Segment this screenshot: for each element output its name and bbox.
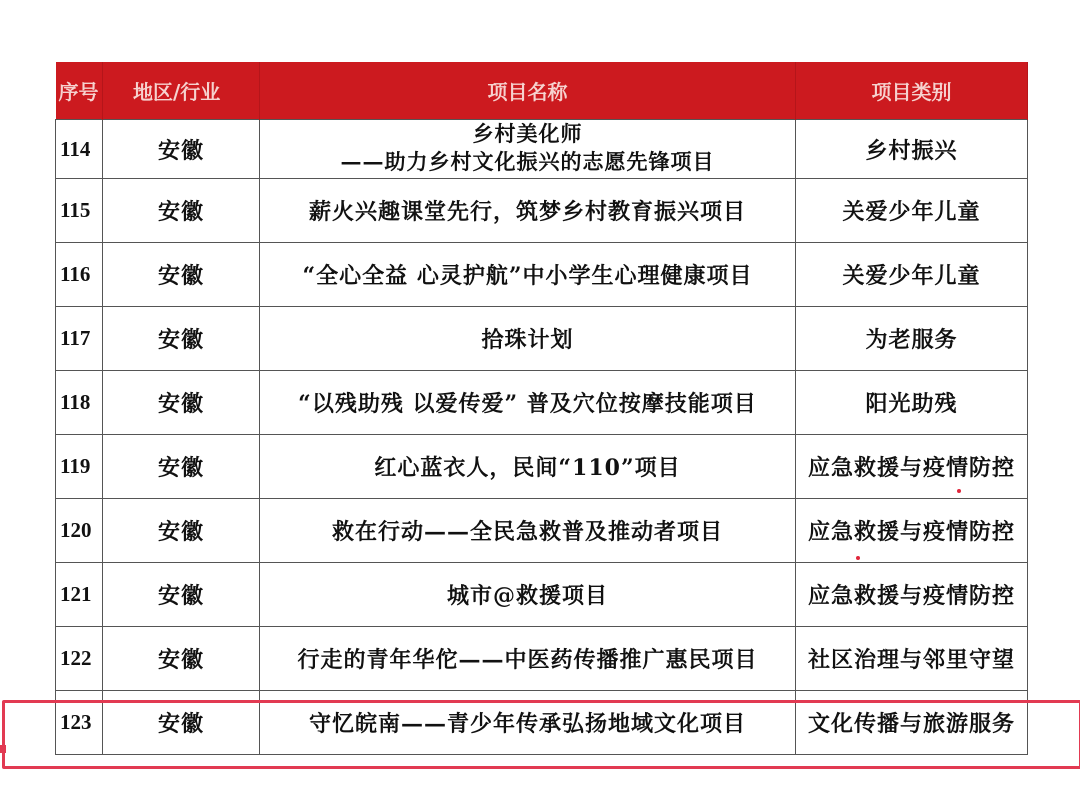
row-no: 123	[56, 691, 103, 755]
row-no: 120	[56, 499, 103, 563]
row-region: 安徽	[103, 435, 260, 499]
row-no: 115	[56, 179, 103, 243]
table-row	[56, 499, 1028, 563]
row-no: 116	[56, 243, 103, 307]
row-category: 应急救援与疫情防控	[796, 563, 1028, 627]
row-region: 安徽	[103, 243, 260, 307]
row-name: 薪火兴趣课堂先行，筑梦乡村教育振兴项目	[260, 179, 796, 243]
table-row	[56, 435, 1028, 499]
table-row	[56, 179, 1028, 243]
row-region: 安徽	[103, 371, 260, 435]
annotation-dot	[957, 489, 961, 493]
header-region: 地区/行业	[103, 62, 260, 120]
row-name: 行走的青年华佗——中医药传播推广惠民项目	[260, 627, 796, 691]
row-region: 安徽	[103, 563, 260, 627]
project-table-container	[55, 62, 1027, 755]
table-row	[56, 563, 1028, 627]
row-category: 应急救援与疫情防控	[796, 435, 1028, 499]
row-region: 安徽	[103, 691, 260, 755]
row-category: 关爱少年儿童	[796, 179, 1028, 243]
row-name	[260, 120, 796, 179]
row-region: 安徽	[103, 627, 260, 691]
table-row	[56, 627, 1028, 691]
row-region: 安徽	[103, 307, 260, 371]
row-name: 守忆皖南——青少年传承弘扬地域文化项目	[260, 691, 796, 755]
row-name: 救在行动——全民急救普及推动者项目	[260, 499, 796, 563]
table-row	[56, 243, 1028, 307]
row-category: 社区治理与邻里守望	[796, 627, 1028, 691]
row-no: 114	[56, 120, 103, 179]
table-row	[56, 691, 1028, 755]
row-no: 122	[56, 627, 103, 691]
row-category: 阳光助残	[796, 371, 1028, 435]
table-row	[56, 371, 1028, 435]
row-region: 安徽	[103, 120, 260, 179]
table-row	[56, 307, 1028, 371]
row-region: 安徽	[103, 499, 260, 563]
project-table	[55, 62, 1028, 755]
row-category: 文化传播与旅游服务	[796, 691, 1028, 755]
row-name: 拾珠计划	[260, 307, 796, 371]
row-name: “全心全益 心灵护航”中小学生心理健康项目	[260, 243, 796, 307]
header-category: 项目类别	[796, 62, 1028, 120]
row-region: 安徽	[103, 179, 260, 243]
row-name-line1: 乡村美化师	[472, 121, 583, 146]
header-no: 序号	[56, 62, 103, 120]
highlight-edge-mark	[0, 745, 6, 753]
row-name-line2: ——助力乡村文化振兴的志愿先锋项目	[340, 149, 715, 174]
row-name: 红心蓝衣人，民间“110”项目	[260, 435, 796, 499]
row-no: 117	[56, 307, 103, 371]
row-category: 为老服务	[796, 307, 1028, 371]
row-no: 118	[56, 371, 103, 435]
row-no: 119	[56, 435, 103, 499]
row-name: “以残助残 以爱传爱” 普及穴位按摩技能项目	[260, 371, 796, 435]
row-category: 应急救援与疫情防控	[796, 499, 1028, 563]
row-category: 关爱少年儿童	[796, 243, 1028, 307]
row-name: 城市@救援项目	[260, 563, 796, 627]
row-no: 121	[56, 563, 103, 627]
row-category: 乡村振兴	[796, 120, 1028, 179]
header-name: 项目名称	[260, 62, 796, 120]
table-header	[56, 62, 1028, 120]
table-row	[56, 120, 1028, 179]
header-row	[56, 62, 1028, 120]
table-body	[56, 120, 1028, 755]
annotation-dot	[856, 556, 860, 560]
